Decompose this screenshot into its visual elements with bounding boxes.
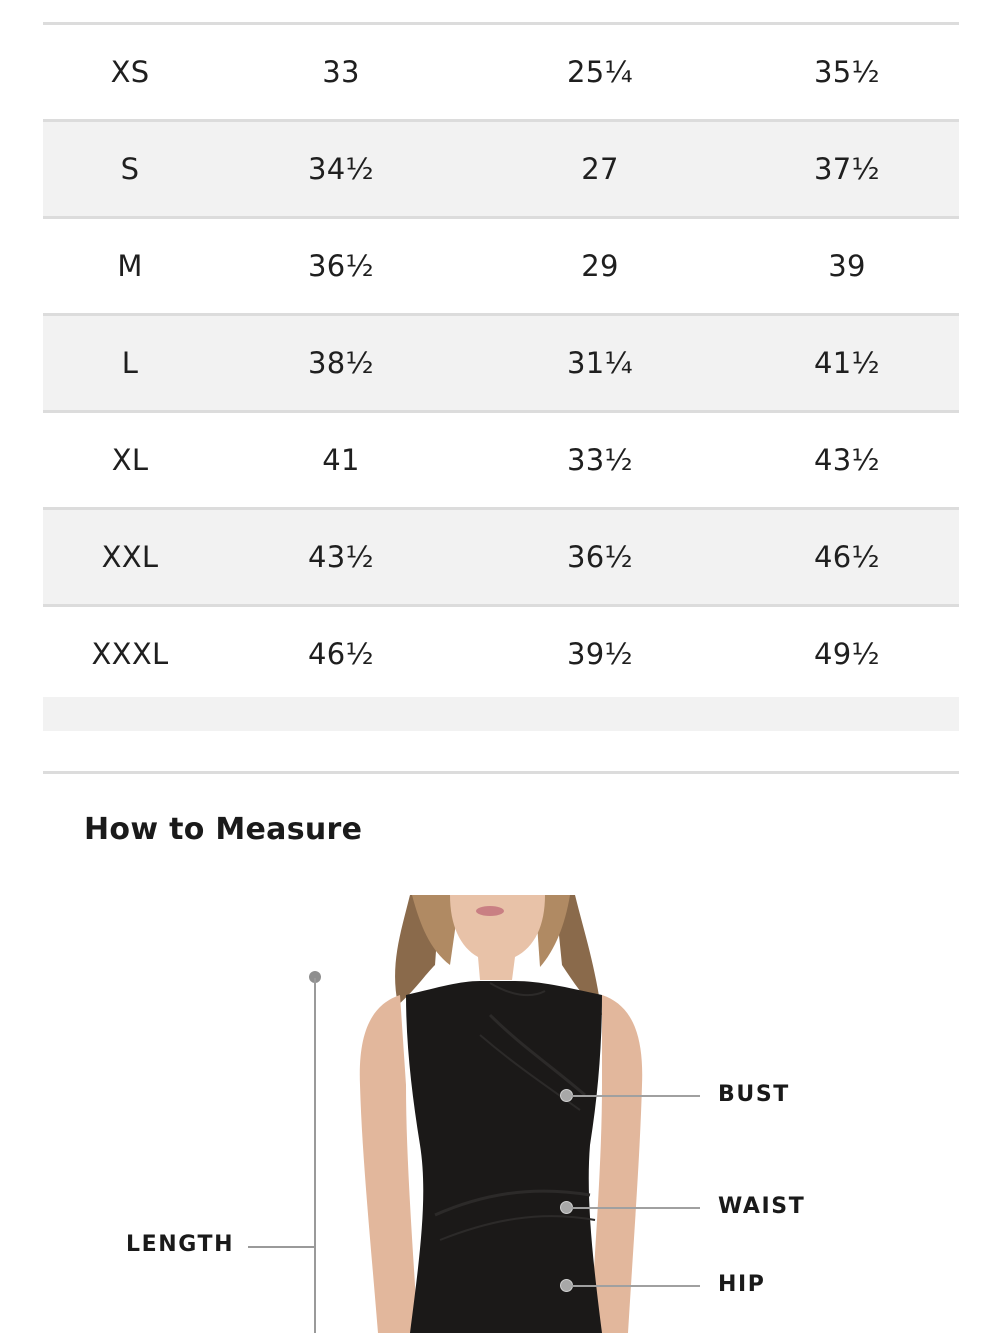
table-row bbox=[43, 219, 959, 316]
table-row bbox=[43, 413, 959, 510]
measurement-cell: 43½ bbox=[308, 540, 374, 574]
measurement-cell: 41 bbox=[322, 443, 360, 477]
measurement-cell: 31¼ bbox=[567, 346, 633, 380]
measurement-cell: 27 bbox=[581, 152, 619, 186]
waist-pointer bbox=[560, 1201, 700, 1215]
measurement-cell: 49½ bbox=[814, 637, 880, 671]
hip-pointer bbox=[560, 1279, 700, 1293]
measurement-cell: 37½ bbox=[814, 152, 880, 186]
table-row bbox=[43, 607, 959, 704]
bust-pointer bbox=[560, 1089, 700, 1103]
measurement-cell: 38½ bbox=[308, 346, 374, 380]
size-chart-rows bbox=[43, 25, 959, 704]
model-photo bbox=[340, 895, 670, 1333]
length-pointer-line bbox=[248, 1246, 314, 1248]
table-row bbox=[43, 122, 959, 219]
measurement-cell: 39½ bbox=[567, 637, 633, 671]
measurement-cell: 43½ bbox=[814, 443, 880, 477]
measurement-cell: 39 bbox=[828, 249, 866, 283]
measurement-cell: 46½ bbox=[814, 540, 880, 574]
table-footer-spacer bbox=[43, 697, 959, 731]
size-cell: XL bbox=[111, 443, 149, 477]
bust-line bbox=[572, 1095, 700, 1097]
table-row bbox=[43, 316, 959, 413]
length-measure-line bbox=[314, 978, 316, 1333]
hip-line bbox=[572, 1285, 700, 1287]
measurement-cell: 35½ bbox=[814, 55, 880, 89]
measurement-cell: 34½ bbox=[308, 152, 374, 186]
size-cell: L bbox=[121, 346, 139, 380]
size-cell: XXXL bbox=[91, 637, 169, 671]
measurement-cell: 46½ bbox=[308, 637, 374, 671]
table-top-divider bbox=[43, 0, 959, 25]
bust-label: BUST bbox=[718, 1082, 790, 1107]
how-to-measure-heading: How to Measure bbox=[84, 812, 363, 847]
measurement-cell: 33 bbox=[322, 55, 360, 89]
table-row bbox=[43, 510, 959, 607]
size-cell: XS bbox=[110, 55, 150, 89]
section-divider bbox=[43, 771, 959, 774]
hip-label: HIP bbox=[718, 1272, 766, 1297]
measurement-guide-figure bbox=[0, 880, 1000, 1333]
measurement-cell: 33½ bbox=[567, 443, 633, 477]
measurement-cell: 41½ bbox=[814, 346, 880, 380]
table-row bbox=[43, 25, 959, 122]
size-cell: S bbox=[120, 152, 140, 186]
length-label: LENGTH bbox=[126, 1232, 235, 1257]
measurement-cell: 36½ bbox=[308, 249, 374, 283]
size-cell: M bbox=[117, 249, 143, 283]
measurement-cell: 36½ bbox=[567, 540, 633, 574]
waist-line bbox=[572, 1207, 700, 1209]
measurement-cell: 29 bbox=[581, 249, 619, 283]
size-chart-table bbox=[43, 0, 959, 704]
measurement-cell: 25¼ bbox=[567, 55, 633, 89]
size-cell: XXL bbox=[101, 540, 159, 574]
waist-label: WAIST bbox=[718, 1194, 806, 1219]
